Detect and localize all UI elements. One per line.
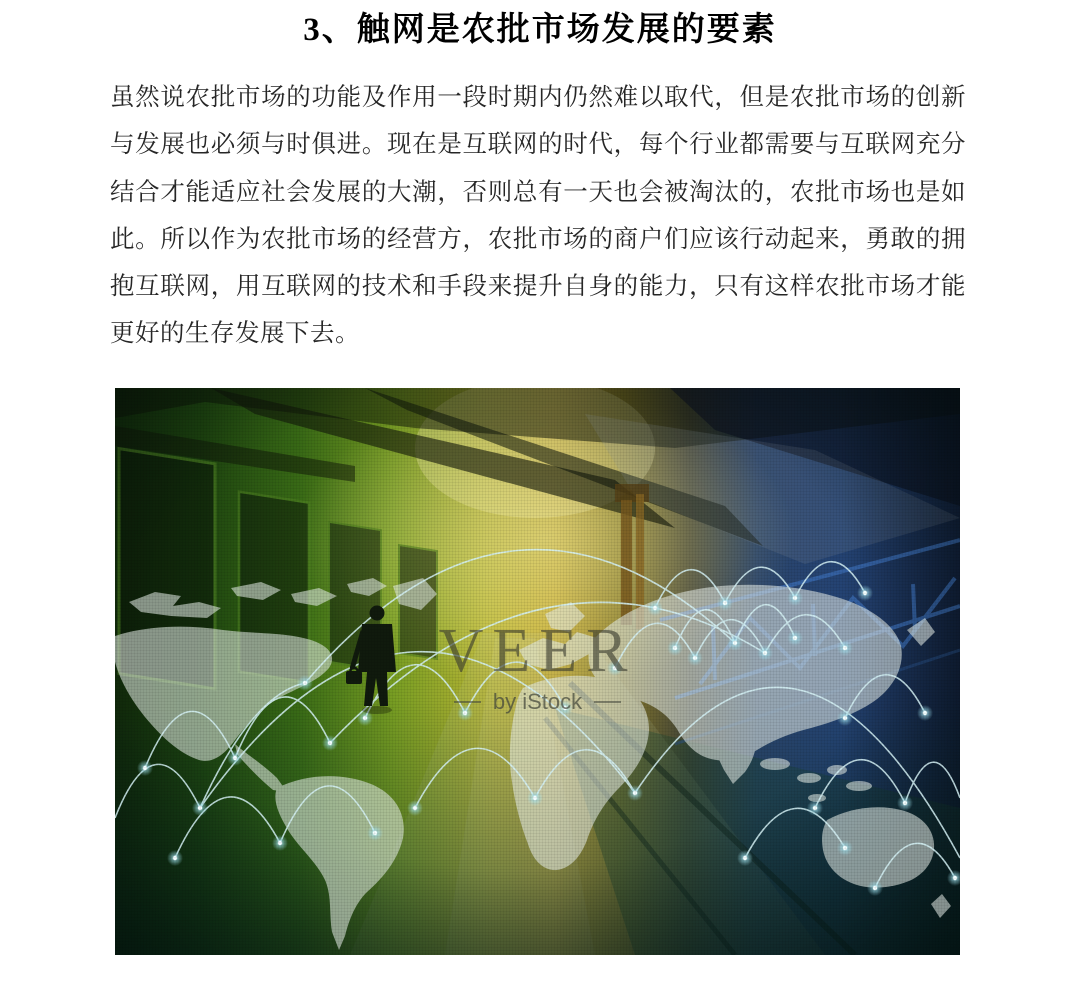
istock-byline-text: by iStock: [492, 689, 583, 714]
article-image: [115, 388, 960, 955]
article-paragraph: 虽然说农批市场的功能及作用一段时期内仍然难以取代，但是农批市场的创新与发展也必须与时俱进。现在是互联网的时代，每个行业都需要与互联网充分结合才能适应社会发展的大潮，否则总有一天也会被淘汰的，农批市场也是如此。所以作为农批市场的经营方，农批市场的商户们应该行动起来，勇敢的拥抱互联网，用互联网的技术和手段来提升自身的能力，只有这样农批市场才能更好的生存发展下去。: [110, 84, 966, 348]
network-corridor-scene: [115, 388, 960, 955]
veer-watermark-text: VEER: [438, 617, 637, 685]
article-heading: 3、触网是农批市场发展的要素: [303, 12, 777, 48]
